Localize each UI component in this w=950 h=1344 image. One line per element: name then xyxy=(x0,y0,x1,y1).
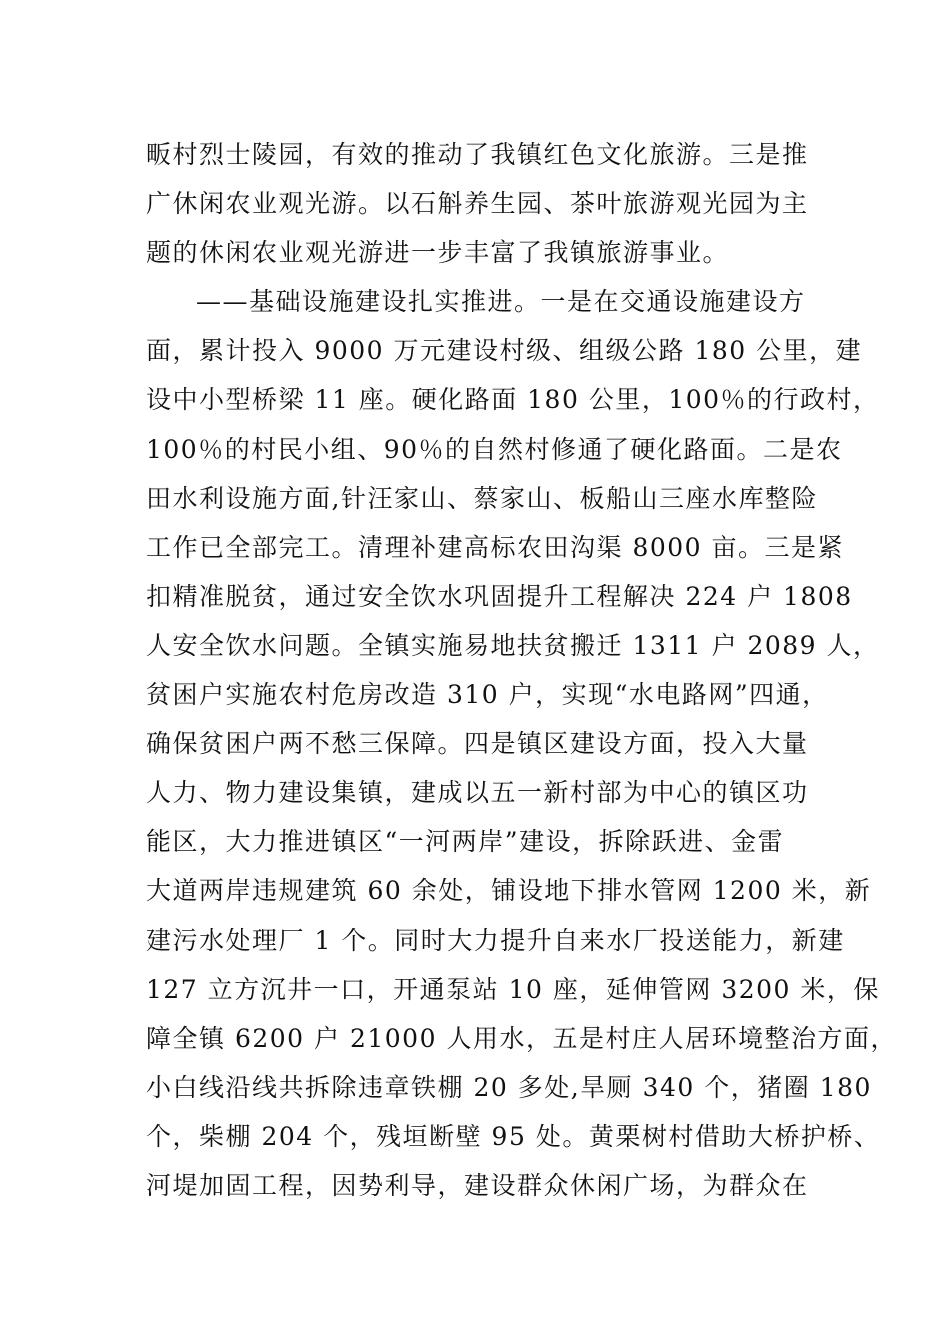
text-line: 个，柴棚 204 个，残垣断壁 95 处。黄栗树村借助大桥护桥、 xyxy=(146,1121,881,1151)
text-line: 100％的村民小组、90％的自然村修通了硬化路面。二是农 xyxy=(146,434,843,464)
text-line: 面，累计投入 9000 万元建设村级、组级公路 180 公里，建 xyxy=(146,336,863,366)
text-line: 小白线沿线共拆除违章铁棚 20 多处,旱厕 340 个，猪圈 180 xyxy=(146,1072,872,1102)
text-line: 贫困户实施农村危房改造 310 户，实现“水电路网”四通， xyxy=(146,680,829,710)
text-line: 建污水处理厂 1 个。同时大力提升自来水厂投送能力，新建 xyxy=(146,925,845,955)
text-line: 大道两岸违规建筑 60 余处，铺设地下排水管网 1200 米，新 xyxy=(146,876,872,906)
text-line: 确保贫困户两不愁三保障。四是镇区建设方面，投入大量 xyxy=(146,729,809,759)
text-line: 障全镇 6200 户 21000 人用水，五是村庄人居环境整治方面， xyxy=(146,1023,897,1053)
text-line: 人力、物力建设集镇，建成以五一新村部为中心的镇区功 xyxy=(146,778,809,808)
text-line: 人安全饮水问题。全镇实施易地扶贫搬迁 1311 户 2089 人， xyxy=(146,630,880,660)
paragraph-heading-line: ——基础设施建设扎实推进。一是在交通设施建设方 xyxy=(196,287,806,317)
text-line: 工作已全部完工。清理补建高标农田沟渠 8000 亩。三是紧 xyxy=(146,532,845,562)
body-text xyxy=(146,130,897,1210)
text-line: 畈村烈士陵园，有效的推动了我镇红色文化旅游。三是推 xyxy=(146,140,809,169)
text-line: 127 立方沉井一口，开通泵站 10 座，延伸管网 3200 米，保 xyxy=(146,974,880,1004)
text-line: 题的休闲农业观光游进一步丰富了我镇旅游事业。 xyxy=(146,238,730,268)
text-line: 田水利设施方面,针汪家山、蔡家山、板船山三座水库整险 xyxy=(146,483,818,513)
text-line: 河堤加固工程，因势利导，建设群众休闲广场，为群众在 xyxy=(146,1170,809,1200)
text-line: 扣精准脱贫，通过安全饮水巩固提升工程解决 224 户 1808 xyxy=(146,581,853,611)
text-line: 能区，大力推进镇区“一河两岸”建设，拆除跃进、金雷 xyxy=(146,827,785,857)
text-line: 广休闲农业观光游。以石斛养生园、茶叶旅游观光园为主 xyxy=(146,189,809,219)
text-line: 设中小型桥梁 11 座。硬化路面 180 公里，100％的行政村， xyxy=(146,385,880,415)
